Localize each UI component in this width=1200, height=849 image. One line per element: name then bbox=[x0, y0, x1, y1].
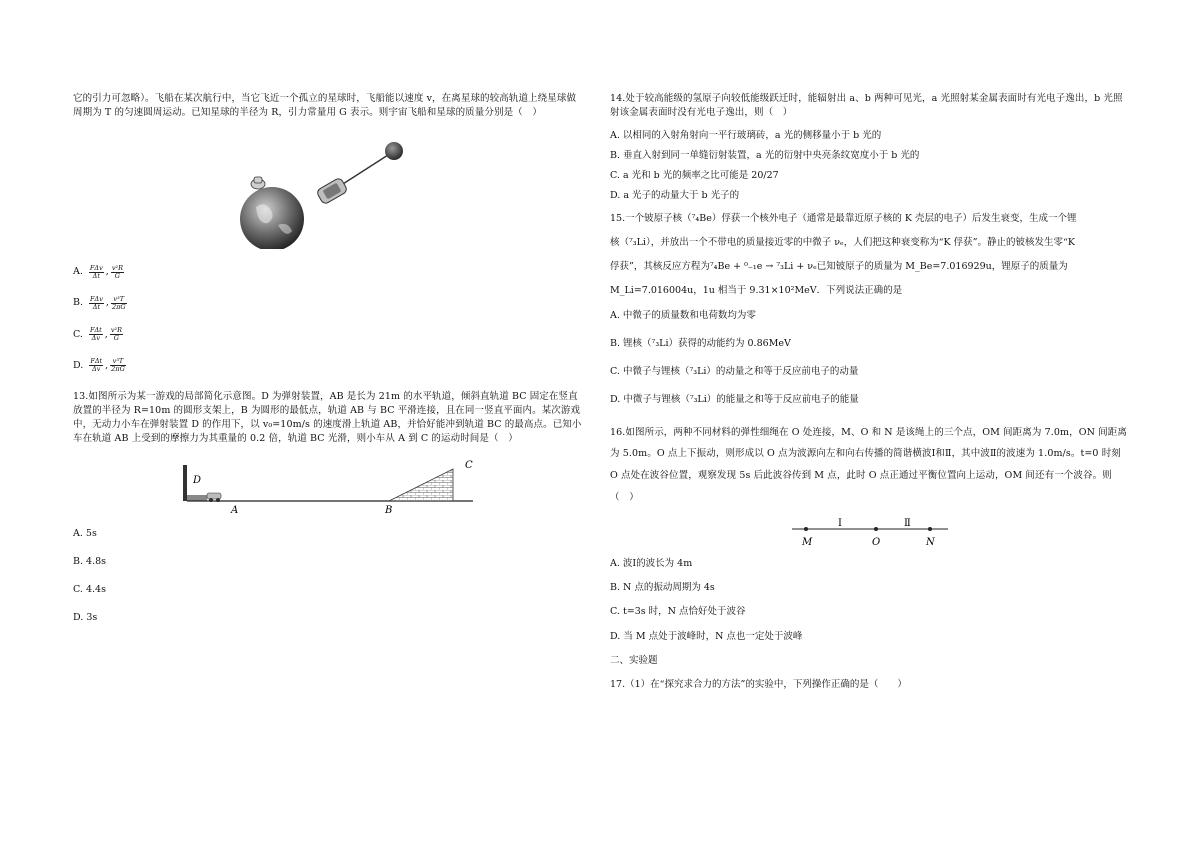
q15-stem: 15.一个铍原子核（⁷₄Be）俘获一个核外电子（通常是最靠近原子核的 K 壳层的电子）后发生衰变，生成一个锂 核（⁷₃Li），并放出一个不带电的质量接近零的中微子 νₑ，人们把这种衰变称为“K 俘获”。静止的铍核发生零“K 俘获”，其核反应方程为⁷₄Be + ⁰₋₁e → ⁷₃Li + νₑ已知铍原子的质量为 M_Be=7.016929u，锂原子的质量为 M_Li=7.016004u，1u 相当于 9.31×10²MeV．下列说法正确的是 bbox=[610, 212, 1077, 297]
q13-option-c[interactable]: C. 4.4s bbox=[73, 584, 106, 596]
section-heading: 二、实验题 bbox=[610, 654, 658, 666]
fraction: $\frac{\text{FΔt}}{\Delta v}$ bbox=[89, 326, 102, 343]
q13-stem: 13.如图所示为某一游戏的局部简化示意图。D 为弹射装置，AB 是长为 21m 的水平轨道，倾斜直轨道 BC 固定在竖直放置的半径为 R=10m 的圆形支架上，B 为圆形的最低点，轨道 AB 与 BC 平滑连接，且在同一竖直平面内。某次游戏中，无动力小车在弹射装置 D 的作用下，以 v₀=10m/s 的速度滑上轨道 AB，并恰好能冲到轨道 BC 的最高点。已知小车在轨道 AB 上受到的摩擦力为其重量的 0.2 倍，轨道 BC 光滑，则小车从 A 到 C 的运动时间是（ ） bbox=[73, 390, 582, 445]
fraction: $\frac{\text{FΔv}}{\Delta t}$ bbox=[90, 294, 103, 311]
q14-option-b[interactable]: B. 垂直入射到同一单缝衍射装置，a 光的衍射中央亮条纹宽度小于 b 光的 bbox=[610, 149, 920, 161]
q16-option-d[interactable]: D. 当 M 点处于波峰时，N 点也一定处于波峰 bbox=[610, 630, 803, 642]
fraction: $\frac{\text{FΔv}}{\Delta t}$ bbox=[89, 263, 103, 280]
q14-options bbox=[610, 129, 1130, 204]
q13-option-b[interactable]: B. 4.8s bbox=[73, 555, 107, 567]
left-column bbox=[73, 92, 583, 640]
q14-option-c[interactable]: C. a 光和 b 光的频率之比可能是 20/27 bbox=[610, 170, 779, 181]
q16-option-c[interactable]: C. t=3s 时，N 点恰好处于波谷 bbox=[610, 606, 746, 618]
q15-option-a[interactable]: A. 中微子的质量数和电荷数均为零 bbox=[610, 309, 756, 321]
q12-option-a[interactable]: A. $\frac{\text{FΔv}}{\Delta t}$ , $\frac{\text{v²R}}{G}$ bbox=[73, 263, 123, 280]
fraction: $\frac{\text{v³T}}{2\pi G}$ bbox=[111, 357, 125, 374]
q14-option-d[interactable]: D. a 光子的动量大于 b 光子的 bbox=[610, 190, 740, 202]
q13-option-d[interactable]: D. 3s bbox=[73, 612, 98, 624]
label-b: B bbox=[385, 504, 393, 513]
rope-wave-figure bbox=[790, 517, 950, 547]
label-c: C bbox=[465, 459, 473, 471]
q17-stem: 17.（1）在“探究求合力的方法”的实验中，下列操作正确的是（ ） bbox=[610, 679, 907, 691]
label-a: A bbox=[231, 504, 239, 513]
q14-option-a[interactable]: A. 以相同的入射角射向一平行玻璃砖，a 光的侧移量小于 b 光的 bbox=[610, 129, 882, 141]
label-o: O bbox=[872, 536, 881, 547]
q16-stem: 16.如图所示，两种不同材料的弹性细绳在 O 处连接，M、O 和 N 是该绳上的三个点，OM 间距离为 7.0m，ON 间距离为 5.0m。O 点上下振动，则形成以 O 点为波源向左和向右传播的简谐横波Ⅰ和Ⅱ，其中波Ⅱ的波速为 1.0m/s。t=0 时刻 O 点处在波谷位置，观察发现 5s 后此波谷传到 M 点，此时 O 点正通过平衡位置向上运动，OM 间还有一个波谷。则（ ） bbox=[610, 426, 1127, 504]
q14-stem: 14.处于较高能级的氢原子向较低能级跃迁时，能辐射出 a、b 两种可见光，a 光照射某金属表面时有光电子逸出，b 光照射该金属表面时没有光电子逸出，则（ ） bbox=[610, 93, 1123, 119]
q12-option-c[interactable]: C. $\frac{\text{FΔt}}{\Delta v}$ , $\frac{\text{v²R}}{G}$ bbox=[73, 326, 122, 343]
spaceship-planet-figure bbox=[228, 129, 428, 249]
q13-option-a[interactable]: A. 5s bbox=[73, 527, 97, 539]
q15-option-b[interactable]: B. 锂核（⁷₃Li）获得的动能约为 0.86MeV bbox=[610, 337, 791, 349]
fraction: $\frac{\text{v³T}}{2\pi G}$ bbox=[111, 294, 126, 311]
label-d: D bbox=[193, 474, 202, 486]
q15-option-d[interactable]: D. 中微子与锂核（⁷₃Li）的能量之和等于反应前电子的能量 bbox=[610, 394, 859, 406]
label-n: N bbox=[926, 536, 935, 547]
label-wave-1: Ⅰ bbox=[838, 517, 842, 529]
q16-option-b[interactable]: B. N 点的振动周期为 4s bbox=[610, 582, 715, 594]
q13-options bbox=[73, 527, 583, 626]
fraction: $\frac{\text{v²R}}{G}$ bbox=[111, 263, 123, 280]
fraction: $\frac{\text{FΔt}}{\Delta v}$ bbox=[90, 357, 103, 374]
q12-options bbox=[73, 265, 583, 374]
q15-options bbox=[610, 309, 1130, 408]
q15-option-c[interactable]: C. 中微子与锂核（⁷₃Li）的动量之和等于反应前电子的动量 bbox=[610, 366, 859, 377]
q12-option-b[interactable]: B. $\frac{\text{FΔv}}{\Delta t}$ , $\frac{\text{v³T}}{2\pi G}$ bbox=[73, 294, 126, 311]
q12-stem: 它的引力可忽略）。飞船在某次航行中，当它飞近一个孤立的星球时，飞船能以速度 v，在离星球的较高轨道上绕星球做周期为 T 的匀速圆周运动。已知星球的半径为 R，引力常量用 G 表示。则宇宙飞船和星球的质量分别是（ ） bbox=[73, 93, 577, 119]
label-wave-2: Ⅱ bbox=[904, 517, 911, 529]
track-figure bbox=[183, 455, 473, 513]
q16-option-a[interactable]: A. 波Ⅰ的波长为 4m bbox=[610, 557, 693, 569]
label-m: M bbox=[802, 536, 813, 547]
q16-options bbox=[610, 557, 1130, 644]
right-column bbox=[610, 92, 1130, 702]
fraction: $\frac{\text{v²R}}{G}$ bbox=[110, 326, 122, 343]
q12-option-d[interactable]: D. $\frac{\text{FΔt}}{\Delta v}$ , $\frac{\text{v³T}}{2\pi G}$ bbox=[73, 357, 125, 374]
